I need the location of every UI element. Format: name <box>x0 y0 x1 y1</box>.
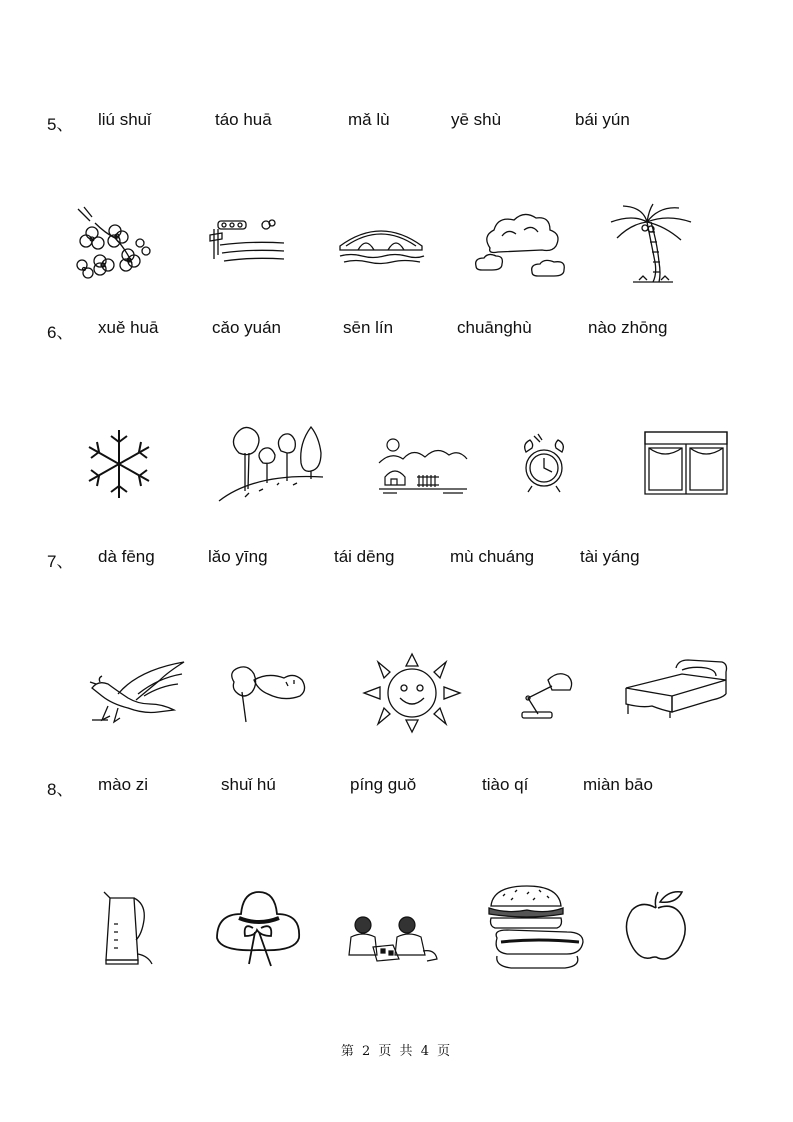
row-6-word-3: sēn lín <box>343 318 394 337</box>
apple-icon <box>624 888 690 962</box>
row-6-word-4: chuānghù <box>457 318 532 337</box>
row-6-word-1: xuě huā <box>98 318 159 337</box>
row-5-word-3: mǎ lù <box>348 110 390 129</box>
row-8-word-3: píng guǒ <box>350 775 417 794</box>
row-8-word-4: tiào qí <box>482 775 529 794</box>
alarm-clock-icon <box>518 432 570 496</box>
sun-icon <box>360 652 464 734</box>
chess-players-icon <box>343 915 439 967</box>
cloud-icon <box>472 208 572 283</box>
row-5-word-2: táo huā <box>215 110 272 129</box>
road-icon <box>200 215 285 265</box>
wind-icon <box>224 662 308 724</box>
eagle-icon <box>88 660 186 724</box>
kettle-icon <box>100 890 158 968</box>
row-7-number: 7、 <box>47 552 74 571</box>
row-7-word-1: dà fēng <box>98 547 155 566</box>
row-8-word-5: miàn bāo <box>583 775 653 794</box>
window-icon <box>643 430 729 496</box>
snowflake-icon <box>83 428 155 500</box>
bread-icon <box>487 884 585 974</box>
row-7-word-4: mù chuáng <box>450 547 535 566</box>
row-6-word-5: nào zhōng <box>588 318 668 337</box>
row-5-word-4: yē shù <box>451 110 502 129</box>
row-6-number: 6、 <box>47 323 74 342</box>
row-5-number: 5、 <box>47 115 74 134</box>
row-8-word-2: shuǐ hú <box>221 775 276 794</box>
row-6-word-2: cǎo yuán <box>212 318 281 337</box>
peach-blossom-icon <box>70 203 155 285</box>
hat-icon <box>213 888 303 970</box>
row-8-number: 8、 <box>47 780 74 799</box>
row-5-word-5: bái yún <box>575 110 630 129</box>
grassland-yurt-icon <box>377 433 469 495</box>
row-7-word-3: tái dēng <box>334 547 395 566</box>
page-footer: 第 2 页 共 4 页 <box>340 1044 453 1059</box>
bridge-water-icon <box>336 220 426 268</box>
row-7-word-2: lǎo yīng <box>208 547 268 566</box>
forest-icon <box>215 423 327 503</box>
palm-tree-icon <box>603 202 698 284</box>
desk-lamp-icon <box>516 668 576 720</box>
row-7-word-5: tài yáng <box>580 547 640 566</box>
bed-icon <box>622 658 730 720</box>
row-5-word-1: liú shuǐ <box>98 110 151 129</box>
row-8-word-1: mào zi <box>98 775 149 794</box>
